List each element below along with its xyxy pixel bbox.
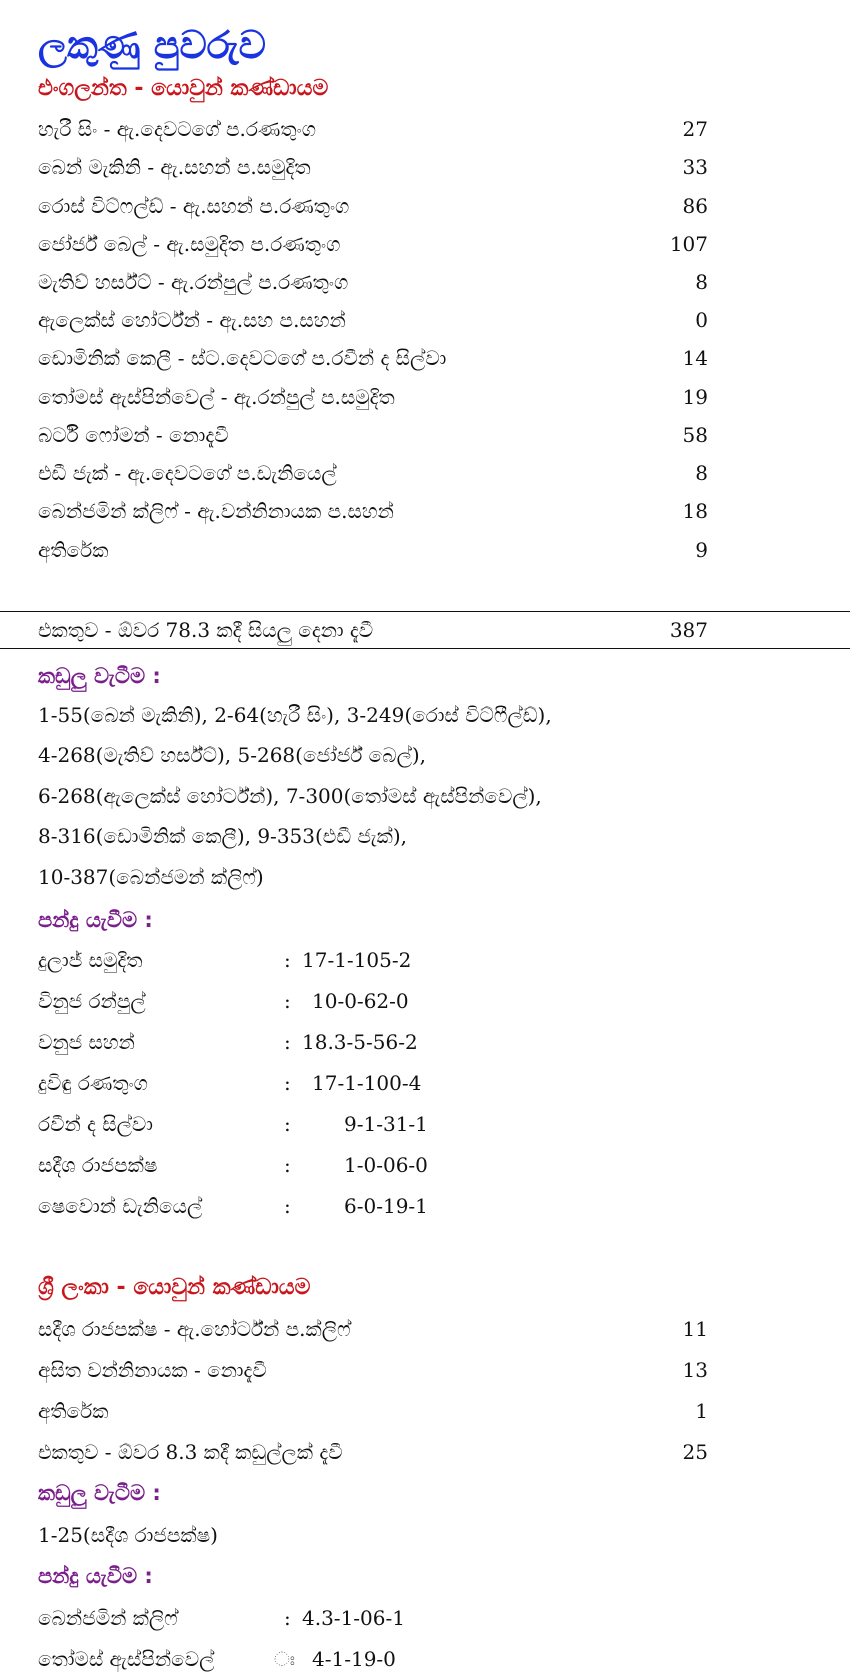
batsman-runs: 14: [682, 346, 708, 370]
batsman-runs: 8: [695, 461, 708, 485]
bowling-heading: පන්දු යැවීම :: [38, 908, 153, 932]
separator: :: [284, 948, 291, 972]
total-runs: 387: [669, 618, 708, 642]
batting-row: [38, 109, 708, 149]
bowler-name: දුවිඳු රණතුංග: [38, 1071, 148, 1095]
separator: :: [284, 1112, 291, 1136]
separator: :: [284, 1030, 291, 1054]
batsman-runs: 33: [682, 155, 708, 179]
batsman-dismissal: බර්ටි ෆෝමන් - නොදැවී: [38, 423, 229, 447]
batsman-dismissal: අසිත වන්නිනායක - නොදැවී: [38, 1358, 267, 1382]
bowling-figures: 18.3-5-56-2: [302, 1030, 418, 1054]
fow-line: 8-316(ඩොමිනික් කෙලී), 9-353(එඩී ජැක්),: [38, 824, 408, 848]
separator: :: [284, 1606, 291, 1630]
batsman-dismissal: හැරී සිං - ඇ.දෙවටගේ ප.රණතුංග: [38, 117, 317, 141]
bowler-name: විනුජ රන්පුල්: [38, 989, 146, 1013]
bowler-name: තෝමස් ඇස්පින්වෙල්: [38, 1647, 215, 1671]
batsman-runs: 8: [695, 270, 708, 294]
batting-row: [38, 491, 708, 531]
bowling-heading: පන්දු යැවීම :: [38, 1564, 153, 1588]
fow-heading: කඩුලු වැටීම :: [38, 664, 161, 688]
batting-row: [38, 1350, 708, 1390]
total-label: එකතුව - ඕවර 8.3 කදී කඩුල්ලක් දැවී: [38, 1440, 343, 1464]
extras-label: අතිරේක: [38, 538, 109, 562]
bowler-name: ෂෙවොන් ඩැනියෙල්: [38, 1194, 203, 1218]
bowler-name: දුලාජ් සමුදිත: [38, 948, 143, 972]
bowling-figures: 9-1-31-1: [344, 1112, 428, 1136]
batting-row: [38, 377, 708, 417]
batsman-runs: 58: [682, 423, 708, 447]
batsman-dismissal: එඩී ජැක් - ඇ.දෙවටගේ ප.ඩැනියෙල්: [38, 461, 337, 485]
batting-row: [38, 453, 708, 493]
batting-row: [38, 300, 708, 340]
fow-line: 4-268(මැතිව් හර්ස්ට්), 5-268(ජෝර්ජ් බෙල්),: [38, 743, 427, 767]
batting-row: [38, 147, 708, 187]
bowling-figures: 17-1-100-4: [312, 1071, 422, 1095]
batsman-runs: 19: [682, 385, 708, 409]
batsman-runs: 13: [682, 1358, 708, 1382]
page-title: ලකුණු පුවරුව: [38, 23, 266, 67]
batting-row: [38, 1309, 708, 1349]
bowling-figures: 4.3-1-06-1: [302, 1606, 405, 1630]
bowler-name: වනුජ සහන්: [38, 1030, 135, 1054]
batsman-runs: 107: [669, 232, 708, 256]
fow-heading: කඩුලු වැටීම :: [38, 1481, 161, 1505]
extras-runs: 1: [695, 1399, 708, 1423]
bowler-name: සදීශ රාජපක්ෂ: [38, 1153, 158, 1177]
bowler-name: බෙන්ජමින් ක්ලිෆ්: [38, 1606, 178, 1630]
separator: :: [284, 1071, 291, 1095]
fow-line: 1-25(සදීශ රාජපක්ෂ): [38, 1523, 218, 1547]
team-heading-england: එංගලන්ත - යොවුන් කණ්ඩායම: [38, 76, 329, 101]
batting-row: [38, 224, 708, 264]
batsman-dismissal: ඇලෙක්ස් හෝර්ට්න් - ඇ.සහ ප.සහන්: [38, 308, 346, 332]
total-row: [38, 1432, 708, 1472]
bowling-figures: 10-0-62-0: [312, 989, 409, 1013]
fow-line: 1-55(බෙන් මැකිනි), 2-64(හැරී සිං), 3-249(රොස් විට්ෆීල්ඩ්),: [38, 703, 552, 727]
separator: :: [284, 1153, 291, 1177]
batting-row: [38, 186, 708, 226]
batting-row: [38, 338, 708, 378]
total-label: එකතුව - ඕවර 78.3 කදී සියලු දෙනා දැවී: [38, 618, 374, 642]
batsman-dismissal: සදීශ රාජපක්ෂ - ඇ.හෝර්ට්න් ප.ක්ලිෆ්: [38, 1317, 351, 1341]
bowling-figures: 1-0-06-0: [344, 1153, 428, 1177]
batsman-dismissal: ජෝර්ජ් බෙල් - ඇ.සමුදිත ප.රණතුංග: [38, 232, 341, 256]
separator: :: [284, 1194, 291, 1218]
team-heading-sri-lanka: ශ්‍රී ලංකා - යොවුන් කණ්ඩායම: [38, 1275, 311, 1300]
batsman-dismissal: තෝමස් ඇස්පින්වෙල් - ඇ.රන්පුල් ප.සමුදිත: [38, 385, 395, 409]
extras-label: අතිරේක: [38, 1399, 109, 1423]
extras-runs: 9: [695, 538, 708, 562]
fow-line: 6-268(ඇලෙක්ස් හෝර්ට්න්), 7-300(තෝමස් ඇස්පින්වෙල්),: [38, 784, 542, 808]
bowling-figures: 17-1-105-2: [302, 948, 412, 972]
batting-row: [38, 415, 708, 455]
batsman-runs: 86: [682, 194, 708, 218]
bowling-figures: 6-0-19-1: [344, 1194, 428, 1218]
bowling-figures: 4-1-19-0: [312, 1647, 396, 1671]
batsman-runs: 18: [682, 499, 708, 523]
batsman-dismissal: බෙන් මැකිනි - ඇ.සහන් ප.සමුදිත: [38, 155, 311, 179]
batsman-dismissal: මැතිව් හර්ස්ට් - ඇ.රන්පුල් ප.රණතුංග: [38, 270, 349, 294]
separator: :: [284, 989, 291, 1013]
fow-line: 10-387(බෙන්ජමන් ක්ලිෆ්): [38, 865, 264, 889]
batting-row: [38, 262, 708, 302]
extras-row: [38, 1391, 708, 1431]
total-runs: 25: [682, 1440, 708, 1464]
batsman-dismissal: ඩොමිනික් කෙලී - ස්ට.දෙවටගේ ප.රවීන් ද සිල්වා: [38, 346, 447, 370]
extras-row: [38, 530, 708, 570]
total-row: [38, 610, 708, 650]
batsman-runs: 27: [682, 117, 708, 141]
batsman-runs: 11: [682, 1317, 708, 1341]
bowler-name: රවීන් ද සිල්වා: [38, 1112, 153, 1136]
batsman-dismissal: බෙන්ජමින් ක්ලිෆ් - ඇ.වන්නිනායක ප.සහන්: [38, 499, 394, 523]
batsman-runs: 0: [695, 308, 708, 332]
separator: ඃ: [274, 1647, 295, 1671]
batsman-dismissal: රොස් විට්ෆල්ඩ් - ඇ.සහන් ප.රණතුංග: [38, 194, 350, 218]
